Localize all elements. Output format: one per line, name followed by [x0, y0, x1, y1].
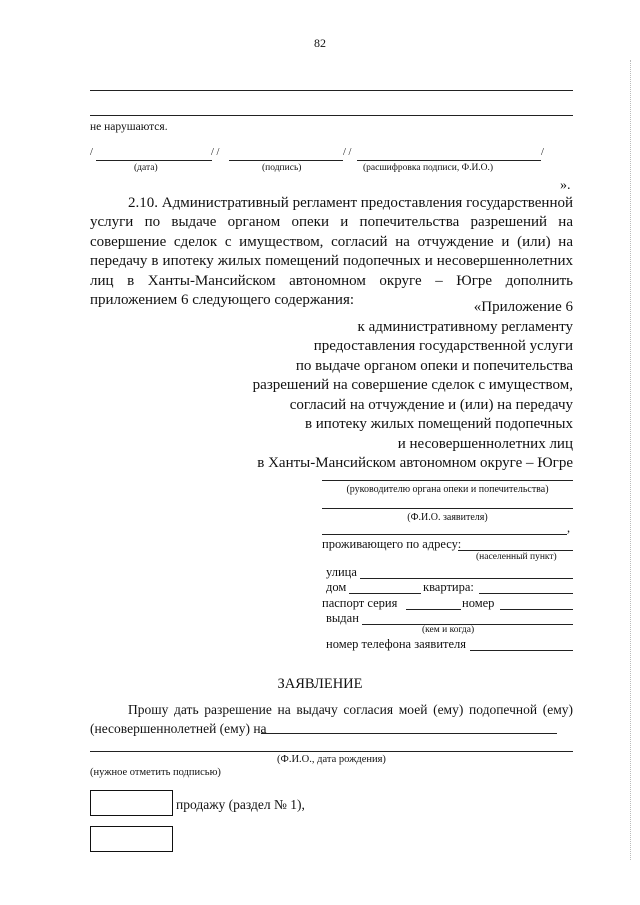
appendix-line: «Приложение 6 [473, 299, 573, 315]
blank-line-2 [90, 115, 573, 116]
sig-open-slash: / [90, 147, 93, 158]
appendix-line: предоставления государственной услуги [313, 338, 573, 354]
applicant-field-line[interactable] [322, 508, 573, 509]
fio-caption: (Ф.И.О., дата рождения) [277, 754, 386, 765]
street-field-line[interactable] [360, 578, 573, 579]
date-line [96, 160, 212, 161]
head-field-line[interactable] [322, 480, 573, 481]
locality-caption: (населенный пункт) [476, 552, 557, 562]
page-number: 82 [314, 36, 326, 50]
paragraph-line: совершение сделок с имуществом, согласий на отчуждение и (или) на [90, 233, 573, 250]
appendix-line: в Ханты-Мансийском автономном округе – Югре [257, 455, 573, 471]
mark-note: (нужное отметить подписью) [90, 767, 221, 778]
signature-caption: (подпись) [262, 163, 302, 173]
address-field-line[interactable] [458, 550, 573, 551]
paragraph-line: лиц в Ханты-Мансийском автономном округе – Югре дополнить [90, 272, 573, 289]
closing-quote: ». [560, 178, 571, 193]
passport-label: паспорт серия [322, 596, 398, 610]
option-sale-box[interactable] [90, 790, 173, 816]
comma: , [567, 521, 571, 535]
appendix-line: согласий на отчуждение и (или) на передачу [289, 396, 573, 413]
sig-separator-1: / / [211, 147, 220, 158]
paragraph-line: приложением 6 следующего содержания: [90, 292, 355, 309]
decode-caption: (расшифровка подписи, Ф.И.О.) [363, 163, 494, 173]
apartment-field-line[interactable] [479, 593, 573, 594]
phone-field-line[interactable] [470, 650, 573, 651]
passport-series-line[interactable] [406, 609, 461, 610]
option-second-box[interactable] [90, 826, 173, 852]
appendix-line: и несовершеннолетних лиц [397, 435, 573, 452]
address-label: проживающего по адресу: [322, 537, 462, 551]
phone-label: номер телефона заявителя [326, 637, 467, 651]
appendix-header [253, 298, 573, 474]
request-line-1: Прошу дать разрешение на выдачу согласия моей (ему) подопечной (ему) [128, 702, 573, 717]
appendix-line: в ипотеку жилых помещений подопечных [304, 416, 573, 432]
paragraph-line: передачу в ипотеку жилых помещений подопечных и несовершеннолетних [90, 253, 573, 270]
request-line-2: (несовершеннолетней (ему) на [90, 721, 267, 736]
head-caption: (руководителю органа опеки и попечительства) [346, 484, 549, 495]
ending-text: не нарушаются. [90, 121, 168, 133]
number-label: номер [462, 596, 495, 610]
fio-field-line[interactable] [90, 751, 573, 752]
paragraph-line: 2.10. Административный регламент предоставления государственной [128, 195, 573, 211]
paragraph-line: услуги по выдаче органом опеки и попечительства разрешений на [90, 214, 573, 231]
signature-line [229, 160, 343, 161]
issued-label: выдан [326, 611, 359, 625]
option-sale-label: продажу (раздел № 1), [176, 797, 305, 812]
minor-name-field-line[interactable] [261, 733, 557, 734]
apartment-label: квартира: [423, 580, 474, 594]
applicant-field-line-2[interactable] [322, 534, 567, 535]
house-label: дом [326, 580, 347, 594]
house-field-line[interactable] [349, 593, 421, 594]
applicant-caption: (Ф.И.О. заявителя) [407, 512, 488, 523]
decode-line [357, 160, 541, 161]
blank-line-1 [90, 90, 573, 91]
appendix-line: по выдаче органом опеки и попечительства [295, 357, 573, 374]
sig-close-slash: / [541, 147, 544, 158]
application-title: ЗАЯВЛЕНИЕ [277, 676, 363, 692]
passport-number-line[interactable] [500, 609, 573, 610]
scan-edge-artifact [630, 60, 632, 860]
date-caption: (дата) [134, 163, 158, 173]
amendment-paragraph [90, 194, 573, 310]
issued-caption: (кем и когда) [422, 625, 475, 635]
appendix-line: к административному регламенту [357, 318, 573, 335]
street-label: улица [326, 565, 357, 579]
sig-separator-2: / / [343, 147, 352, 158]
appendix-line: разрешений на совершение сделок с имуществом, [252, 377, 573, 393]
